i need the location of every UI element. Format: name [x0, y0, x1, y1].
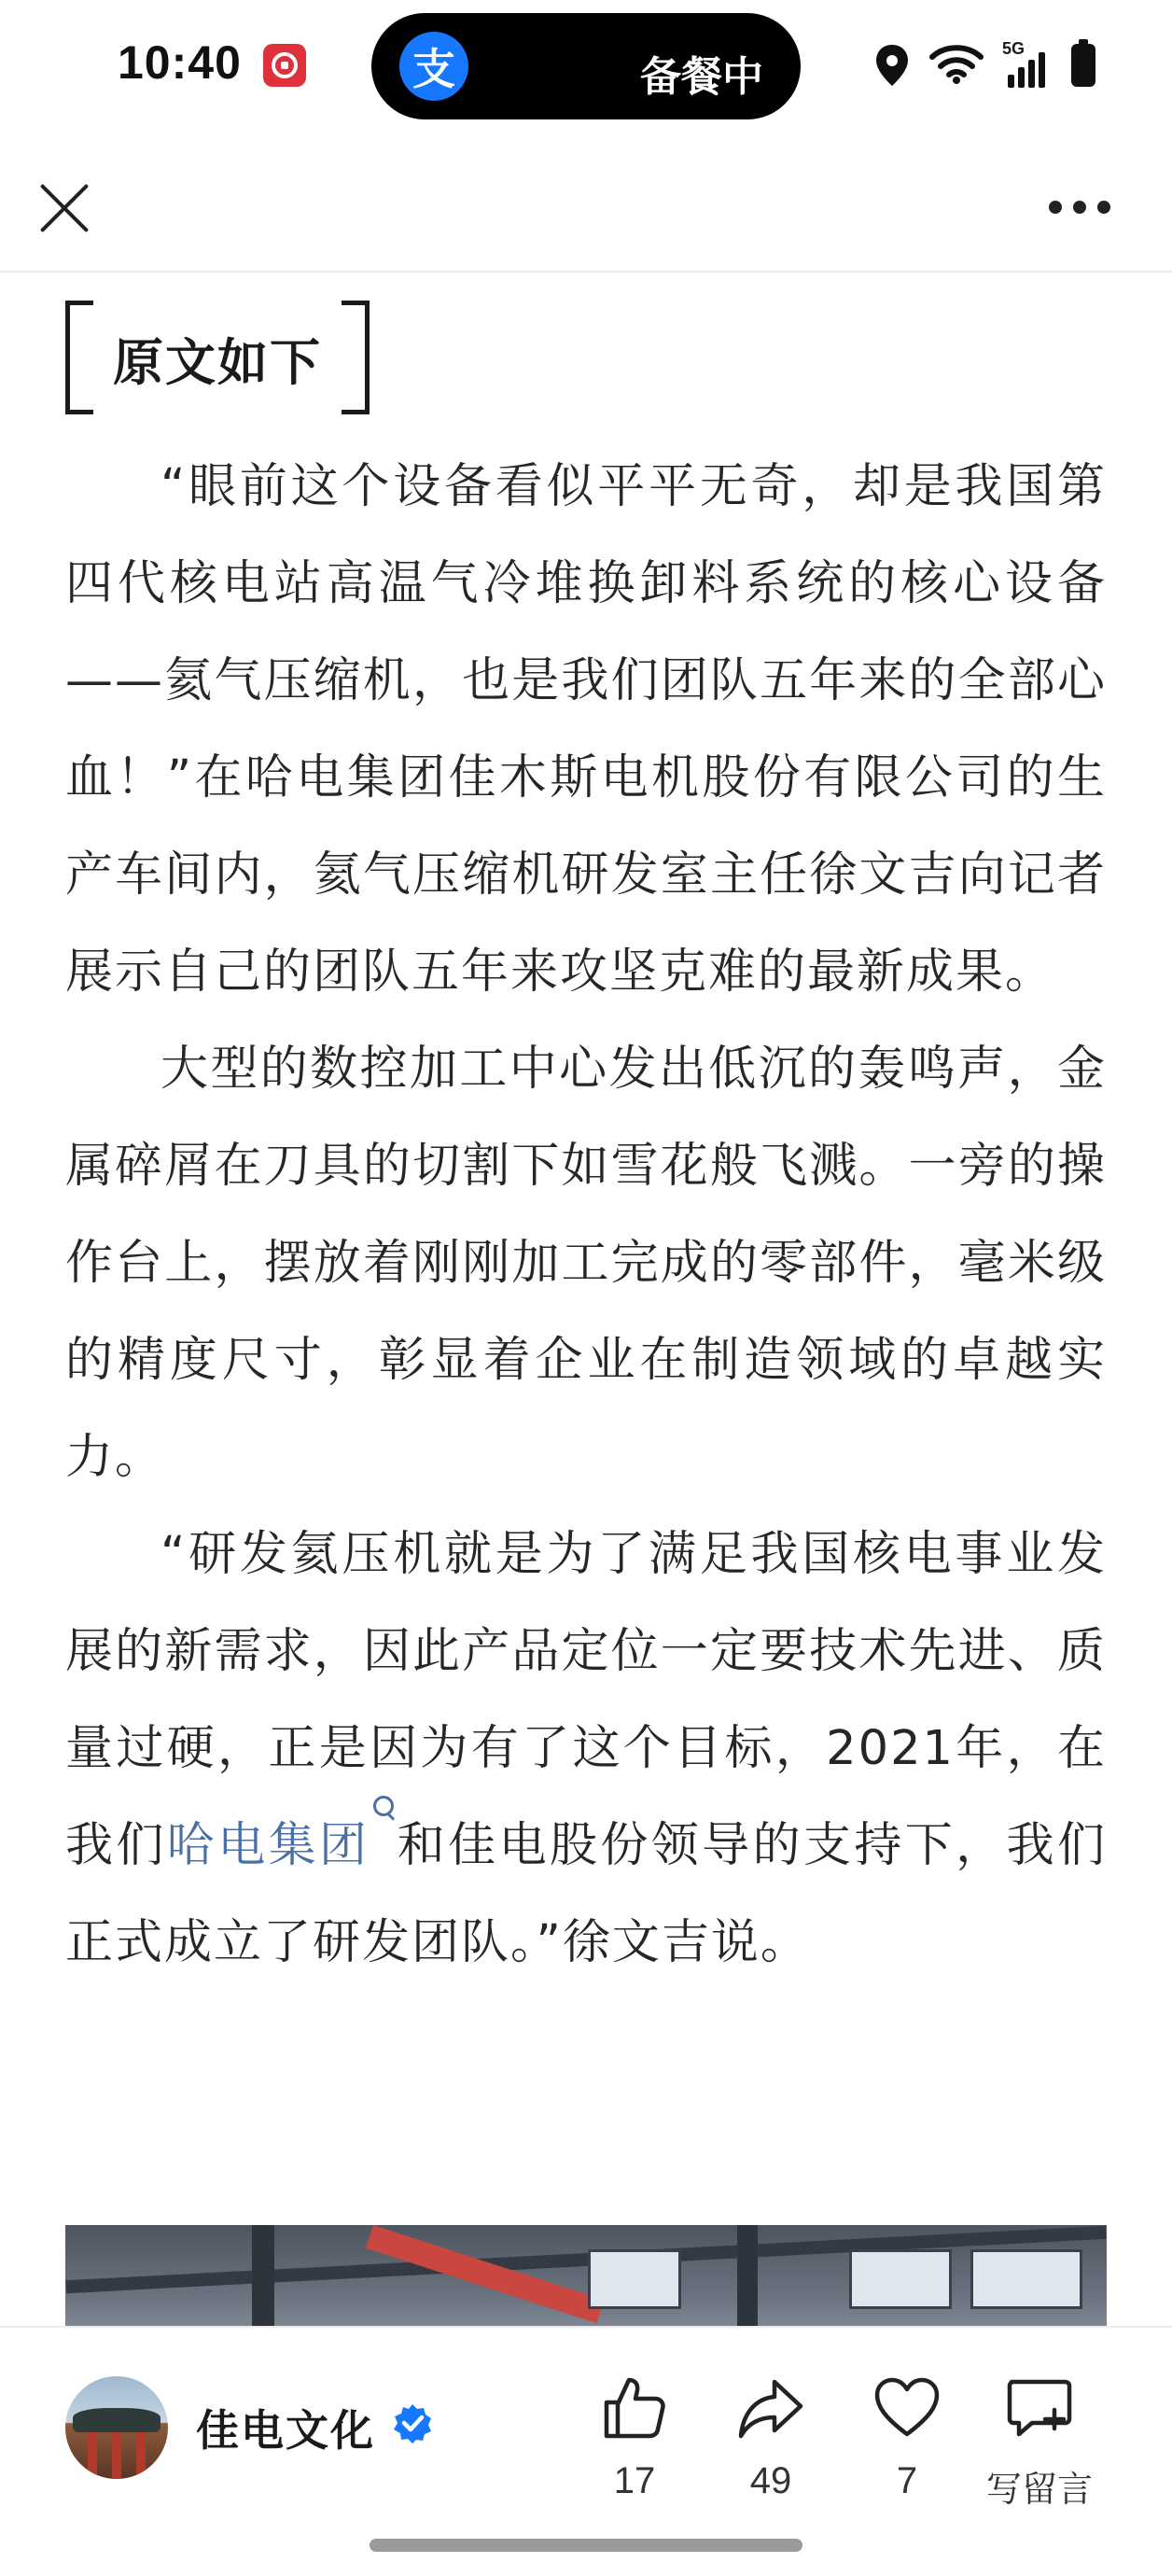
article-paragraph: 大型的数控加工中心发出低沉的轰鸣声，金属碎屑在刀具的切割下如雪花般飞溅。一旁的操作台上，摆放着刚刚加工完成的零部件，毫米级的精度尺寸，彰显着企业在制造领域的卓越实力。: [65, 1042, 1107, 1485]
favorite-count: 7: [896, 2460, 918, 2501]
network-type: 5G: [1002, 39, 1026, 58]
search-icon[interactable]: [370, 1798, 396, 1835]
section-heading: [65, 301, 370, 414]
status-bar: [0, 0, 1172, 131]
author-name[interactable]: 佳电文化: [196, 2405, 375, 2456]
article-body: [65, 439, 1107, 1992]
like-button[interactable]: [579, 2356, 691, 2524]
section-heading-text: 原文如下: [113, 333, 322, 392]
location-icon: [873, 43, 911, 88]
comment-icon: [1004, 2373, 1075, 2443]
comment-button[interactable]: [984, 2356, 1095, 2524]
action-buttons: [579, 2356, 1110, 2524]
paragraph-text: 和佳电股份领导的支持下，我们正式成立了研发团队。”徐文吉说。: [65, 1818, 1107, 1970]
wifi-icon: [929, 43, 984, 88]
article-paragraph: “眼前这个设备看似平平无奇，却是我国第四代核电站高温气冷堆换卸料系统的核心设备——氦气压缩机，也是我们团队五年来的全部心血！”在哈电集团佳木斯电机股份有限公司的生产车间内，氦气压缩机研发室主任徐文吉向记者展示自己的团队五年来攻坚克难的最新成果。: [65, 459, 1107, 1000]
verified-badge-icon: [392, 2402, 433, 2443]
keyword-link-hadian-group[interactable]: 哈电集团: [166, 1818, 370, 1873]
heart-icon: [872, 2373, 942, 2443]
share-arrow-icon: [735, 2373, 806, 2443]
top-nav: [0, 140, 1172, 273]
comment-label: 写留言: [985, 2469, 1093, 2510]
factory-photo[interactable]: [65, 2225, 1107, 2326]
bottom-action-bar: [0, 2326, 1172, 2576]
alipay-icon: 支: [399, 32, 468, 101]
island-status-text: 备餐中: [640, 53, 763, 101]
article-paragraph: [65, 1506, 1107, 1992]
thumbs-up-icon: [599, 2373, 670, 2443]
close-icon[interactable]: [35, 179, 93, 237]
dynamic-island[interactable]: [371, 13, 801, 119]
author-avatar[interactable]: [65, 2376, 168, 2479]
cellular-signal-icon: [1002, 39, 1053, 88]
share-count: 49: [749, 2460, 792, 2501]
notification-app-icon: [263, 44, 306, 87]
share-button[interactable]: [715, 2356, 827, 2524]
home-indicator[interactable]: [370, 2539, 802, 2552]
battery-icon: [1071, 44, 1095, 87]
status-time: 10:40: [118, 36, 242, 89]
paragraph-text: “研发氦压机就是为了满足我国核电事业发展的新需求，因此产品定位一定要技术先进、质量过硬，正是因为有了这个目标，2021年，在我们: [65, 1527, 1107, 1873]
article-content: [65, 273, 1107, 2326]
status-indicators: [873, 39, 1095, 91]
like-count: 17: [613, 2460, 656, 2501]
favorite-button[interactable]: [851, 2356, 963, 2524]
more-icon[interactable]: [1049, 198, 1110, 217]
